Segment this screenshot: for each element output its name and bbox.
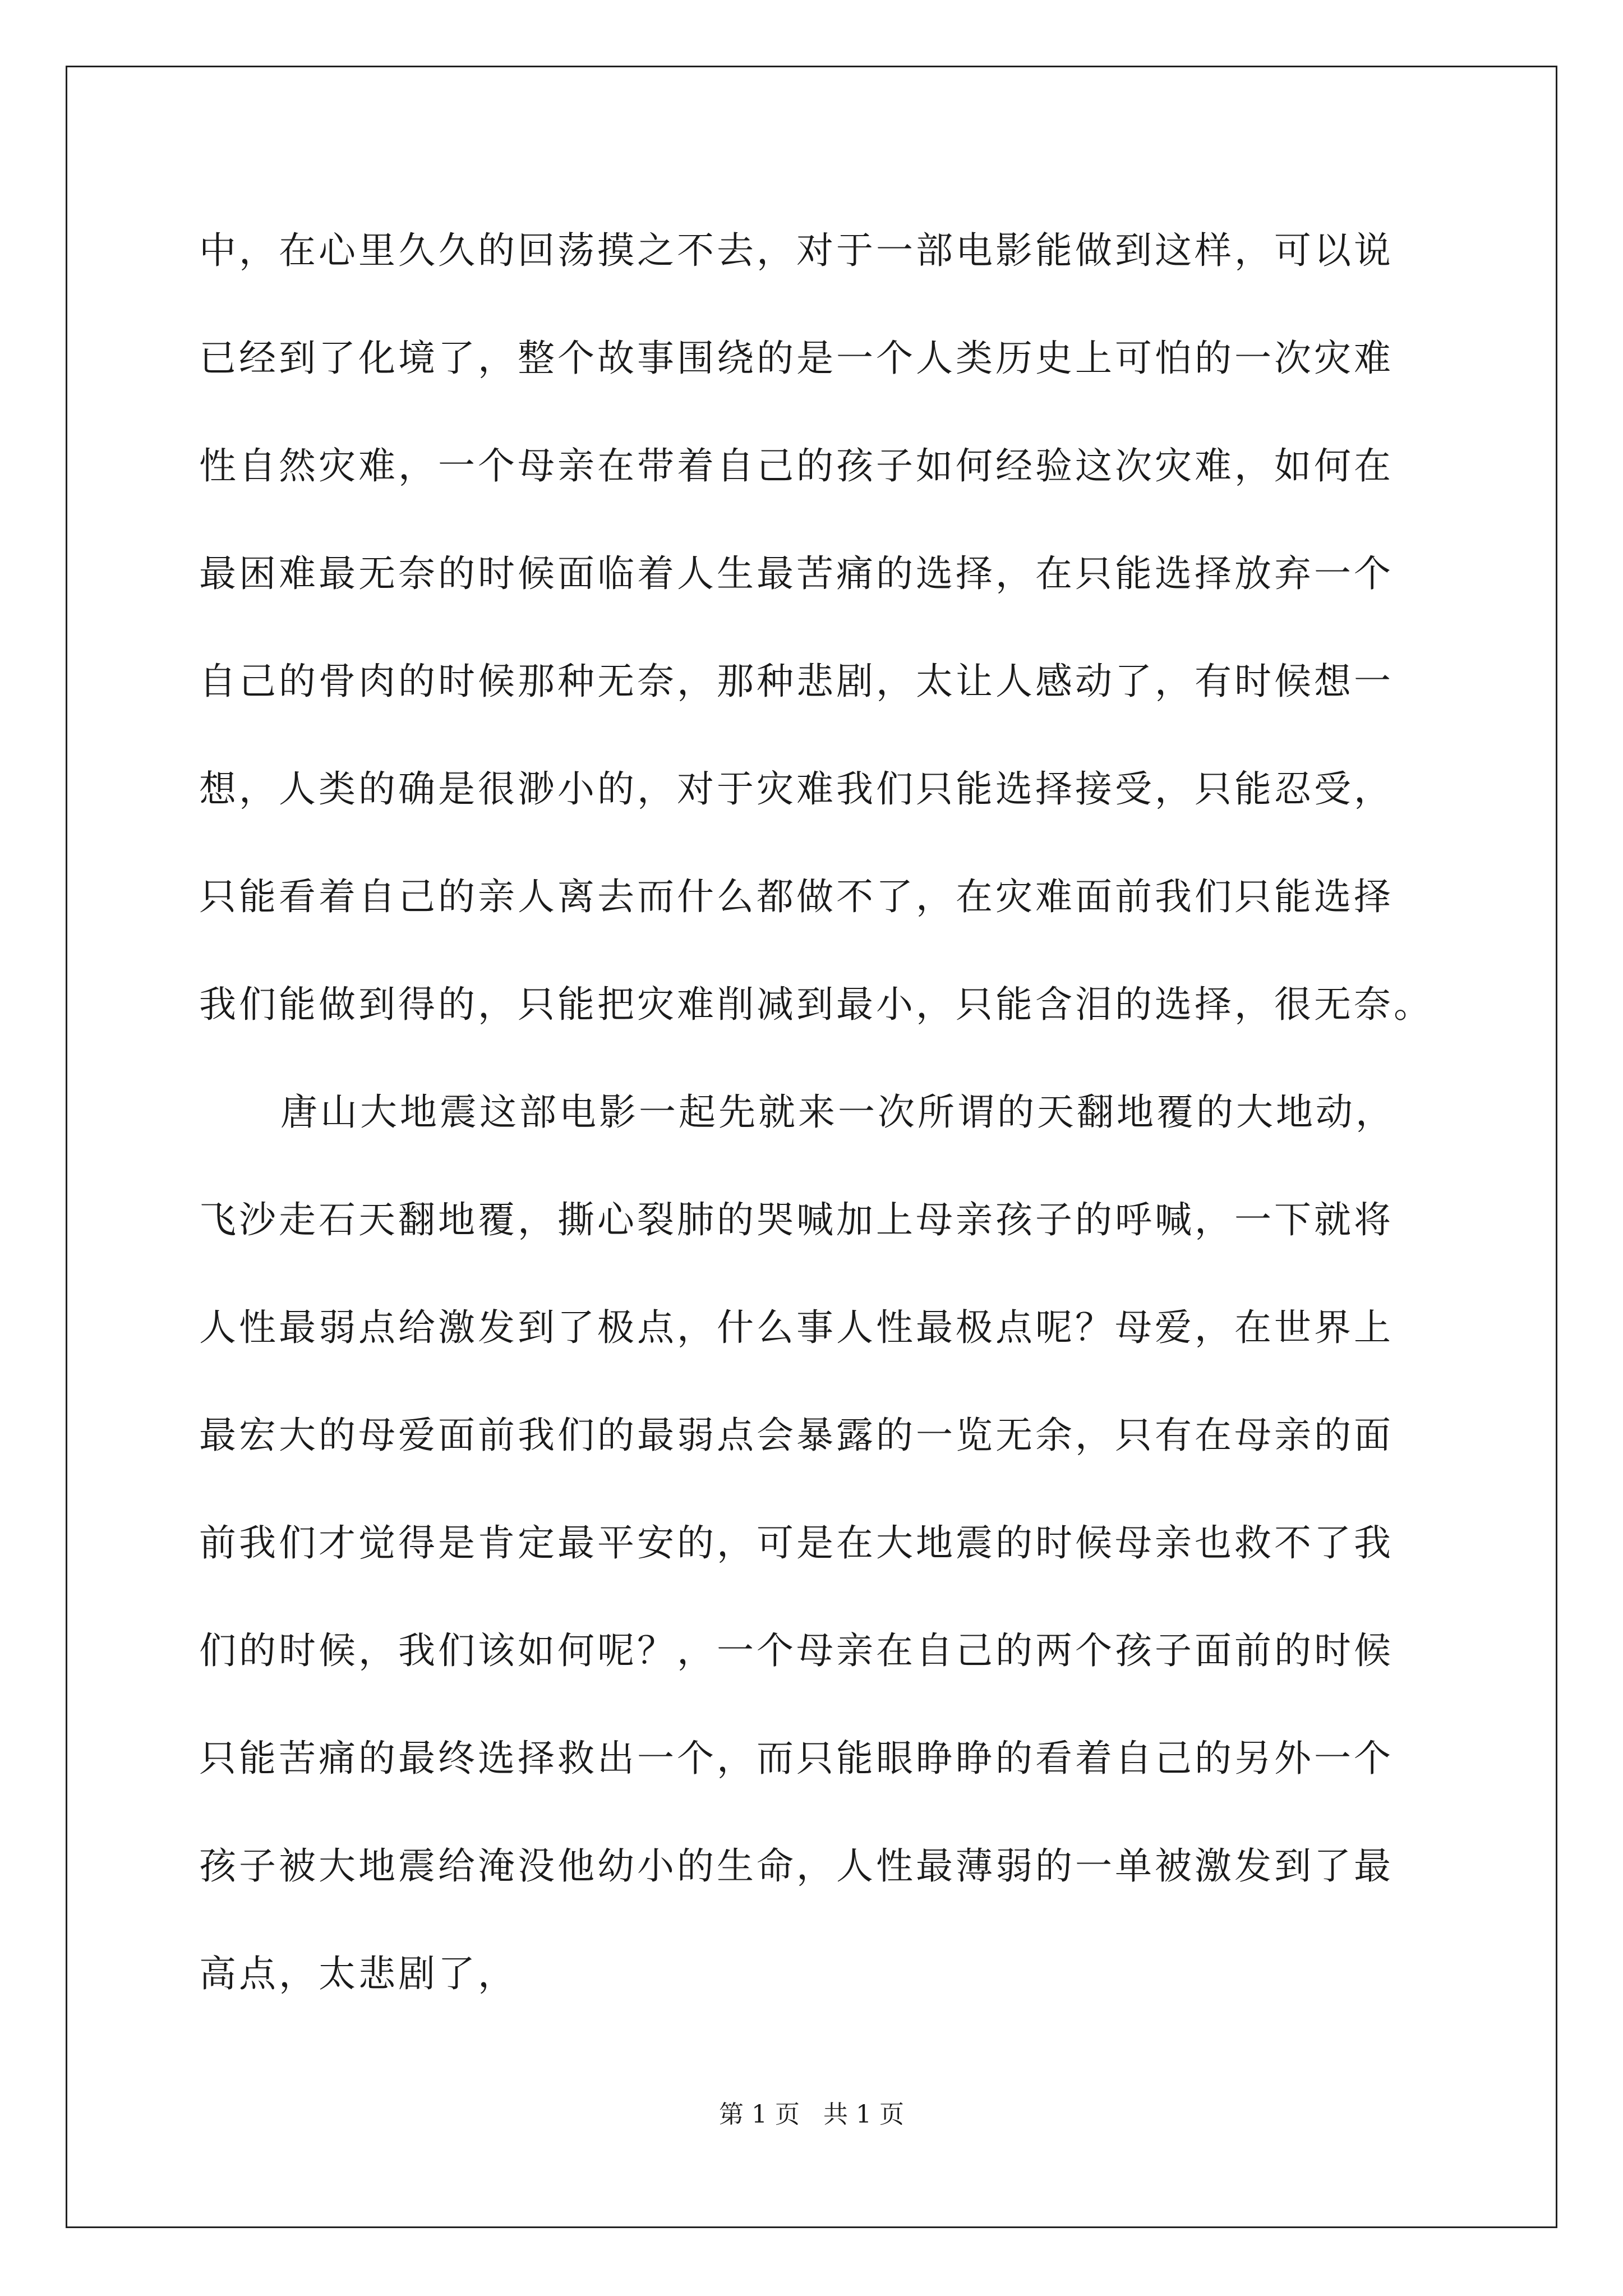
page-border [66, 66, 1557, 2228]
body-line: 已经到了化境了，整个故事围绕的是一个人类历史上可怕的一次灾难 [199, 337, 1394, 380]
body-line: 前我们才觉得是肯定最平安的，可是在大地震的时候母亲也救不了我 [199, 1521, 1394, 1565]
body-line: 中，在心里久久的回荡摸之不去，对于一部电影能做到这样，可以说 [199, 229, 1394, 272]
body-line: 我们能做到得的，只能把灾难削减到最小，只能含泪的选择，很无奈。 [199, 983, 1433, 1026]
body-line: 最困难最无奈的时候面临着人生最苦痛的选择，在只能选择放弃一个 [199, 552, 1394, 595]
body-line: 们的时候，我们该如何呢？，一个母亲在自己的两个孩子面前的时候 [199, 1629, 1394, 1672]
body-line: 飞沙走石天翻地覆，撕心裂肺的哭喊加上母亲孩子的呼喊，一下就将 [199, 1198, 1394, 1241]
body-line: 自己的骨肉的时候那种无奈，那种悲剧，太让人感动了，有时候想一 [199, 660, 1394, 703]
body-line: 高点，太悲剧了， [199, 1952, 518, 1995]
body-line: 想，人类的确是很渺小的，对于灾难我们只能选择接受，只能忍受， [199, 767, 1394, 811]
body-line: 最宏大的母爱面前我们的最弱点会暴露的一览无余，只有在母亲的面 [199, 1414, 1394, 1457]
page-number-footer: 第 1 页 共 1 页 [719, 2100, 904, 2129]
body-line: 孩子被大地震给淹没他幼小的生命，人性最薄弱的一单被激发到了最 [199, 1844, 1394, 1888]
body-line: 只能苦痛的最终选择救出一个，而只能眼睁睁的看着自己的另外一个 [199, 1737, 1394, 1780]
body-line: 人性最弱点给激发到了极点，什么事人性最极点呢？母爱，在世界上 [199, 1306, 1394, 1349]
body-line: 只能看着自己的亲人离去而什么都做不了，在灾难面前我们只能选择 [199, 875, 1394, 918]
body-line-indented: 唐山大地震这部电影一起先就来一次所谓的天翻地覆的大地动， [280, 1091, 1395, 1134]
body-line: 性自然灾难，一个母亲在带着自己的孩子如何经验这次灾难，如何在 [199, 444, 1394, 487]
